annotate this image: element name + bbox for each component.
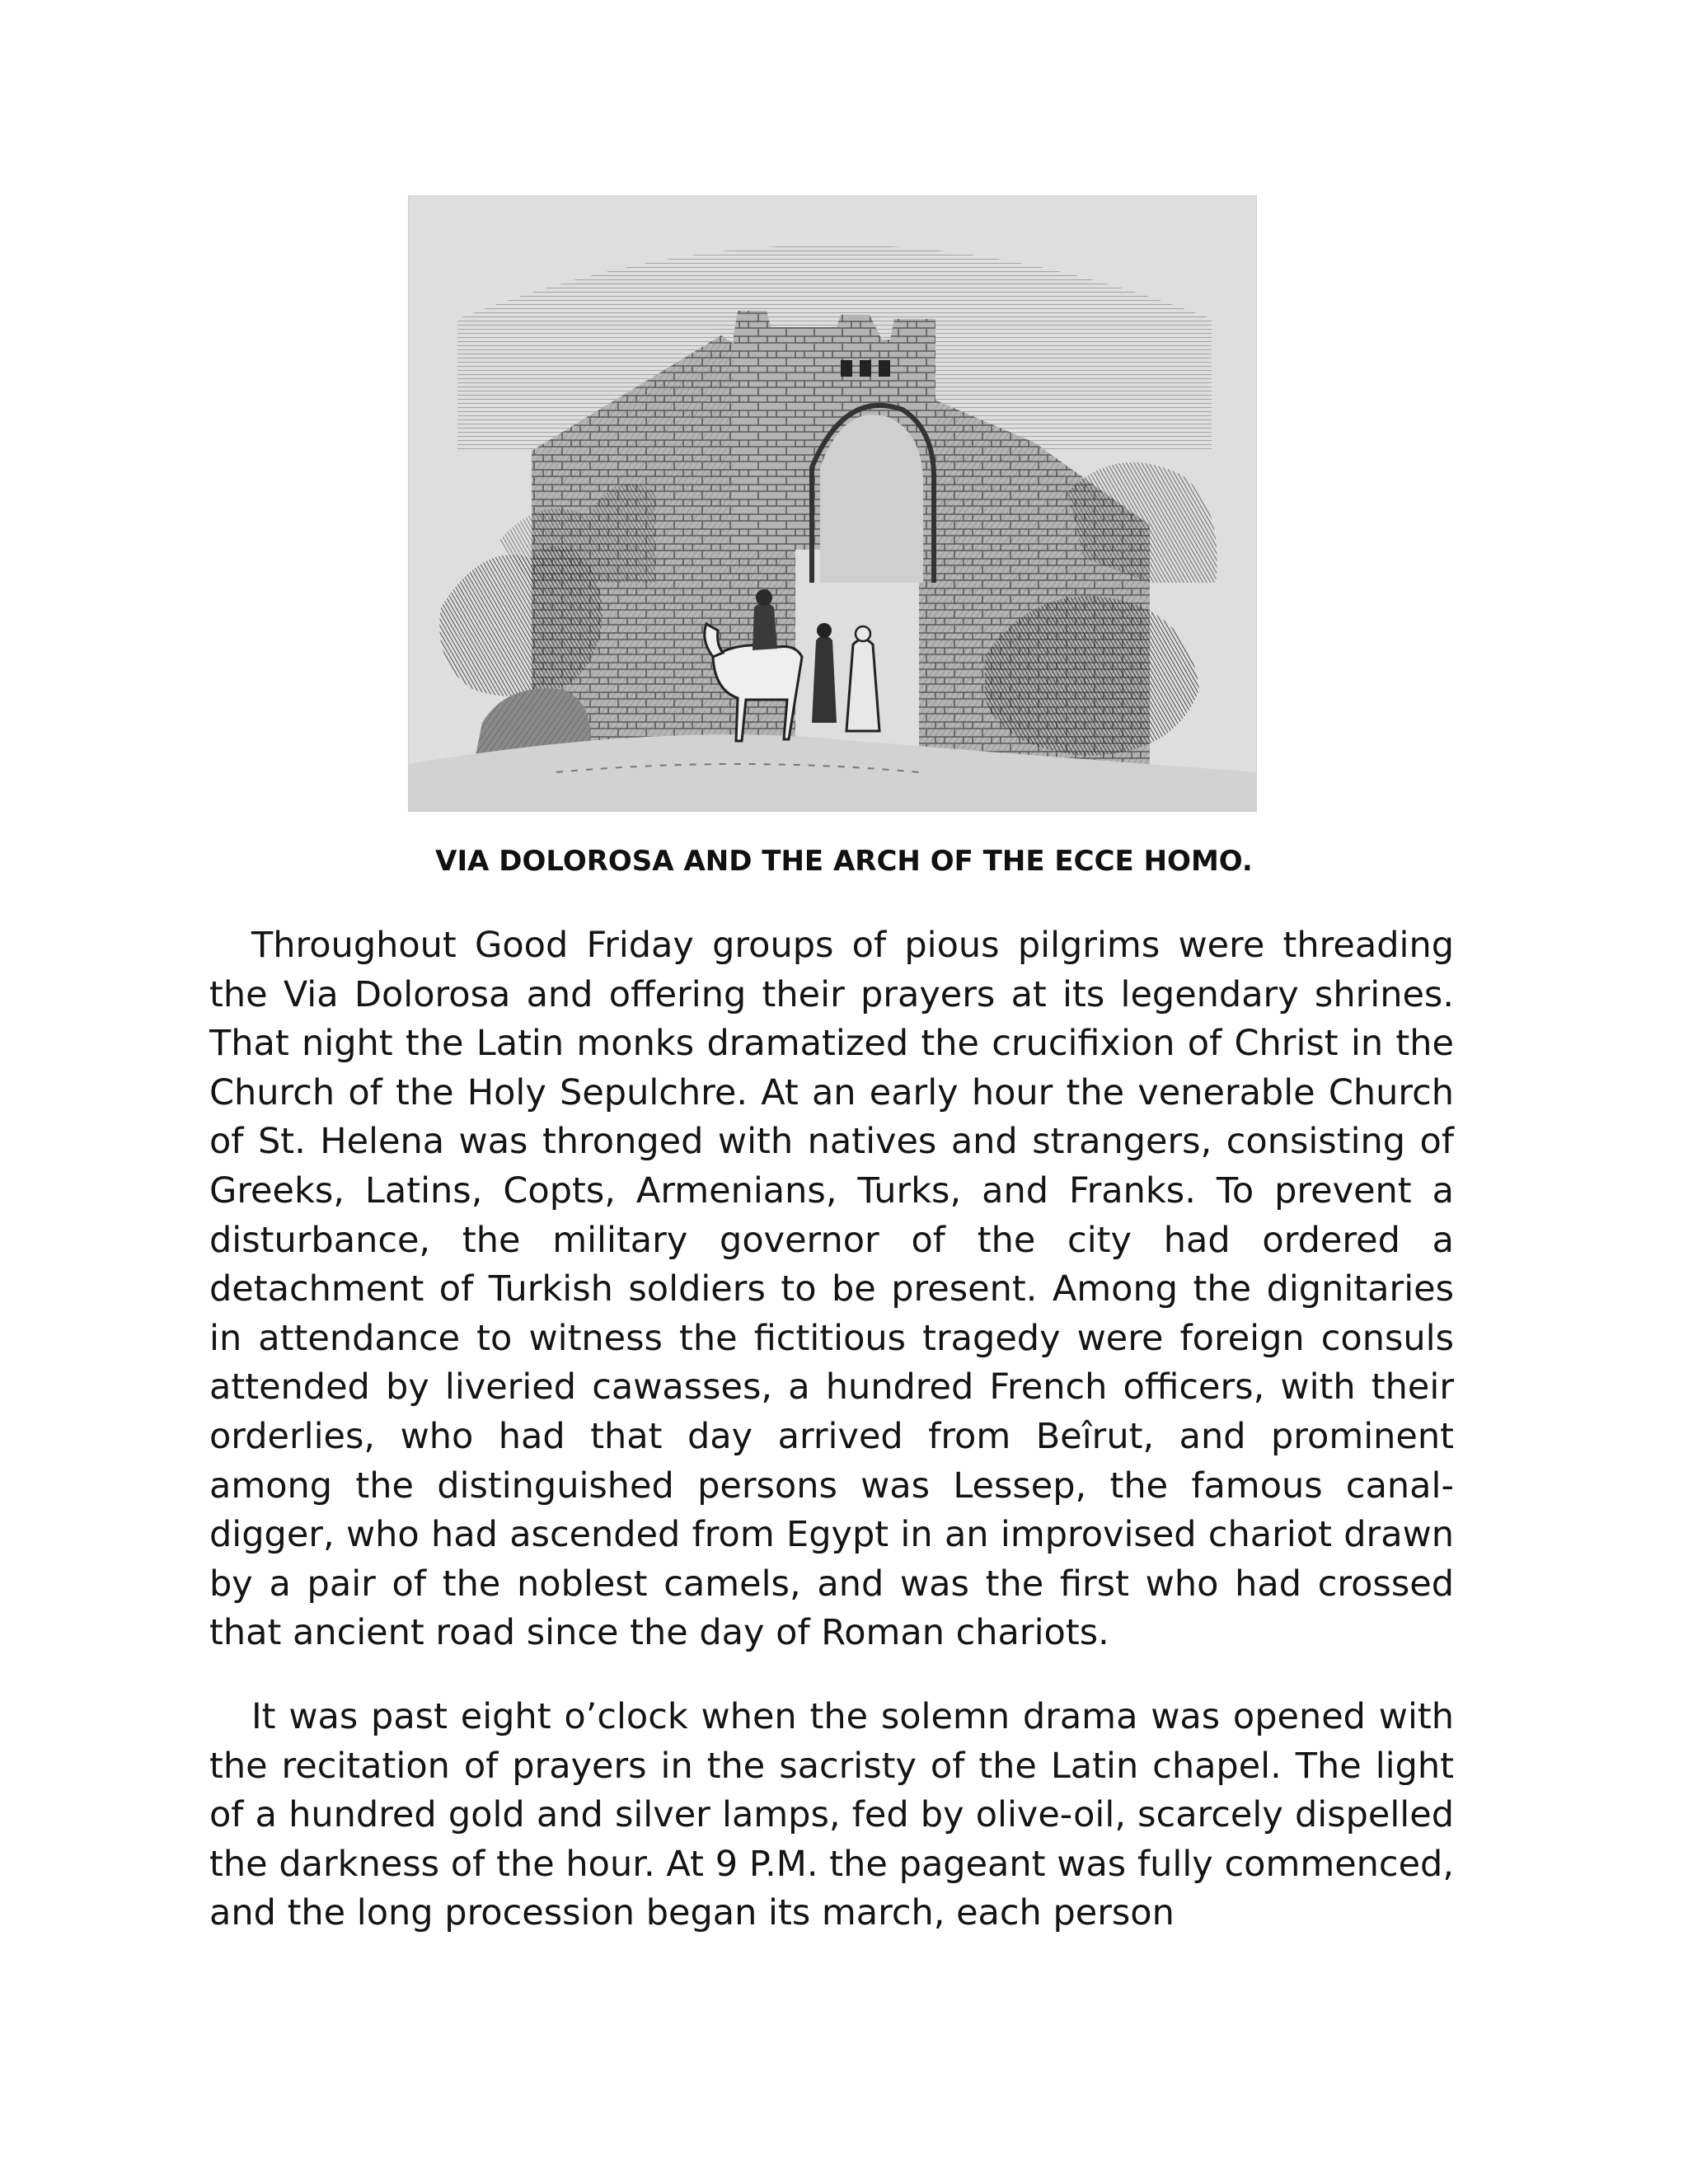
figure-caption: VIA DOLOROSA AND THE ARCH OF THE ECCE HOMO. [435,845,1253,878]
engraving-of-arch-and-street-icon [408,195,1257,812]
body-paragraph-2: It was past eight o’clock when the solemn drama was opened with the recitation of prayers in the sacristy of the Latin chapel. The light of a hundred gold and silver lamps, fed by olive-oil, scarcely dispelled the darkness of the hour. At 9 P.M. the pageant was fully commenced, and the long procession began its march, each person [209,1696,1454,1934]
body-paragraph-1: Throughout Good Friday groups of pious pilgrims were threading the Via Dolorosa and offering their prayers at its legendary shrines. That night the Latin monks dramatized the crucifixion of Christ in the Church of the Holy Sepulchre. At an early hour the venerable Church of St. Helena was thronged with natives and strangers, consisting of Greeks, Latins, Copts, Armenians, Turks, and Franks. To prevent a disturbance, the military governor of the city had ordered a detachment of Turkish soldiers to be present. Among the dignitaries in attendance to witness the fictitious tragedy were foreign consuls attended by liveried cawasses, a hundred French officers, with their orderlies, who had that day arrived from Beîrut, and prominent among the distinguished persons was Lessep, the famous canal-digger, who had ascended from Egypt in an improvised chariot drawn by a pair of the noblest camels, and was the first who had crossed that ancient road since the day of Roman chariots. [209,925,1454,1654]
engraving-illustration [408,195,1257,812]
